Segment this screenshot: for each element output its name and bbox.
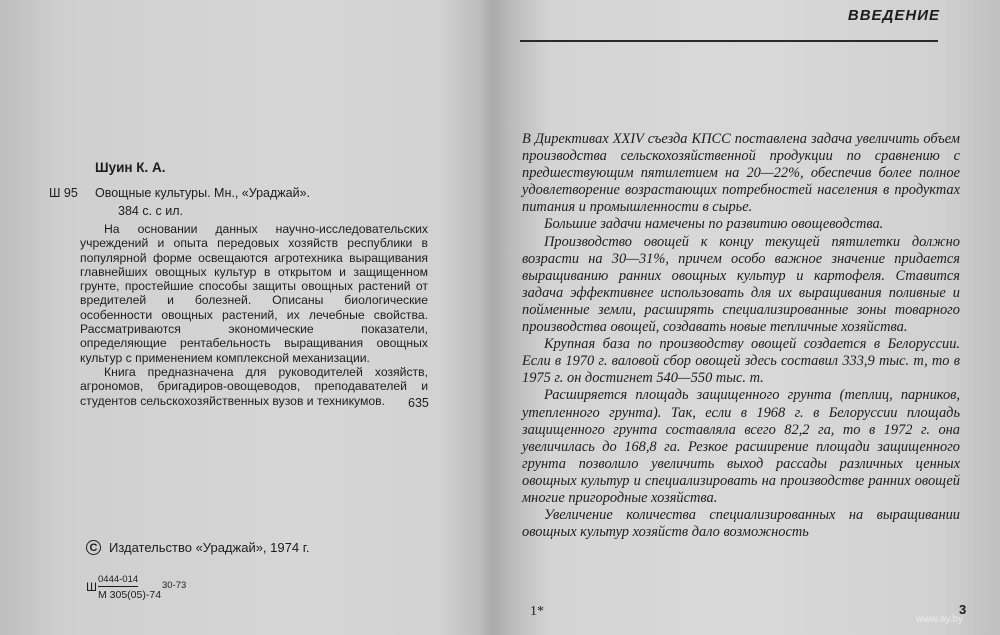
body-text [522,131,960,541]
catalog-code: 30-73 [162,580,187,591]
page-number: 3 [959,602,967,617]
heading-rule [520,40,938,42]
paragraph: Производство овощей к концу текущей пятилетки должно возрасти на 30—31%, причем особо важное значение придается выращиванию ранних овощных культур и картофеля. Ставится задача эффективнее использовать для их выращивания поливные и пойменные земли, расширять специализированные зоны товарного производства овощей, создавать новые тепличные хозяйства. [522,233,960,336]
printer-signature: 1* [530,604,544,619]
catalog-prefix: Ш [86,580,97,594]
copyright-icon: C [86,540,101,555]
copyright-text: Издательство «Ураджай», 1974 г. [109,540,310,555]
abstract-paragraph: На основании данных научно-исследовательских учреждений и опыта передовых хозяйств республики в популярной форме освещаются агротехника выращивания главнейших овощных культур в открытом и защищенном грунте, простейшие способы защиты овощных растений от вредителей и болезней. Описаны биологические особенности овощных растений, их лечебные свойства. Рассматриваются экономические показатели, определяющие рентабельность выращивания овощных культур с применением комплексной механизации. [80,222,428,365]
watermark: www.ay.by [916,614,964,625]
copyright-line [86,540,309,555]
paragraph: В Директивах XXIV съезда КПСС поставлена задача увеличить объем производства сельскохозяйственной продукции по сравнению с предшествующим пятилетием на 20—22%, обеспечив более полное удовлетворение возрастающих потребностей населения в продуктах питания и промышленности в сырье. [522,131,960,216]
paragraph: Расширяется площадь защищенного грунта (теплиц, парников, утепленного грунта). Так, если в 1968 г. в Белоруссии площадь защищенного грунта составляла всего 82,2 га, то в 1972 г. она увеличилась до 168,8 га. Резкое расширение площади защищенного грунта позволило увеличить выход рассады различных ценных овощных культур и специализировать на производстве ранних овощей многие пригородные хозяйства. [522,387,960,506]
left-page [0,0,488,635]
book-title: Овощные культуры. Мн., «Ураджай». [95,186,311,200]
chapter-heading: ВВЕДЕНИЕ [847,7,940,24]
catalog-number: 0444-014 [98,574,139,585]
paragraph: Большие задачи намечены по развитию овощеводства. [544,216,884,233]
right-page [492,0,1000,635]
paragraph: Увеличение количества специализированных на выращивании овощных культур хозяйств дало возможность [522,507,960,541]
catalog-series: М 305(05)-74 [98,589,162,601]
udc-code: Ш 95 [49,186,78,200]
abstract [80,222,428,408]
page-count: 384 с. с ил. [118,204,183,218]
paragraph: Крупная база по производству овощей создается в Белоруссии. Если в 1970 г. валовой сбор овощей здесь составил 333,9 тыс. т, то в 1975 г. он достигнет 540—550 тыс. т. [522,336,960,387]
author-name: Шуин К. А. [95,160,166,175]
abstract-paragraph: Книга предназначена для руководителей хозяйств, агрономов, бригадиров-овощеводов, преподавателей и студентов сельскохозяйственных вузов и техникумов. [80,364,428,408]
price-code: 635 [408,396,429,410]
